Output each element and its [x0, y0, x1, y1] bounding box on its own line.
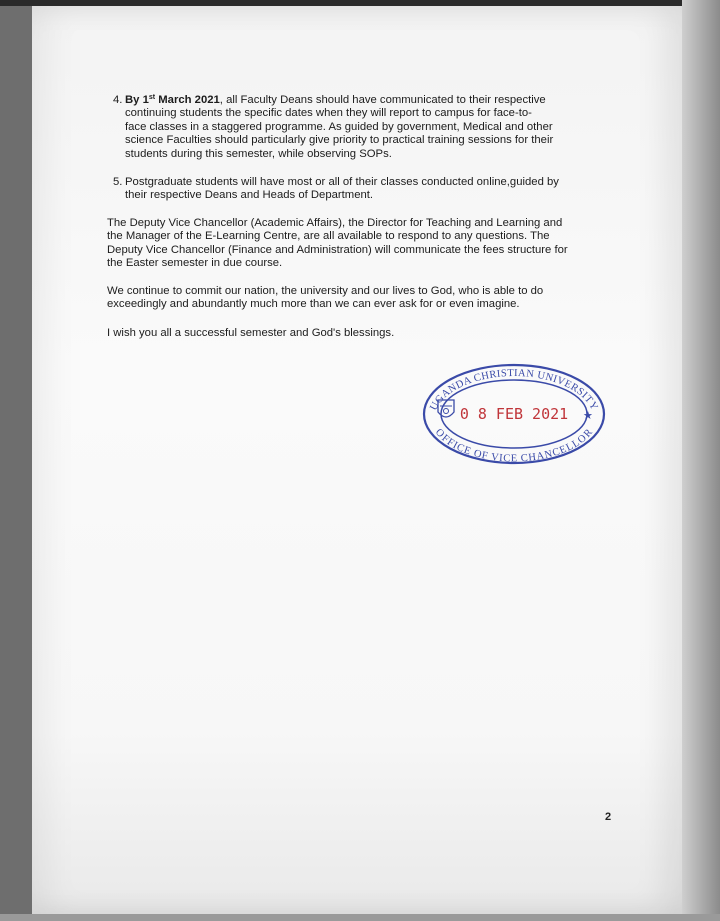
list-item-line: face classes in a staggered programme. As guided by government, Medical and other: [125, 120, 553, 133]
paragraph-commitment: [107, 285, 610, 312]
page-number: 2: [605, 811, 612, 823]
paragraph-line: I wish you all a successful semester and God's blessings.: [107, 327, 395, 339]
official-stamp: [420, 362, 608, 466]
list-item-line: By 1st March 2021, all Faculty Deans should have communicated to their respective: [125, 94, 546, 106]
paragraph-line: We continue to commit our nation, the university and our lives to God, who is able to do: [107, 285, 544, 297]
list-item-line: their respective Deans and Heads of Department.: [125, 189, 374, 202]
scan-right-edge: [682, 0, 720, 921]
list-number: 4.: [113, 94, 123, 106]
scan-bottom-edge: [0, 914, 720, 921]
paragraph-line: the Easter semester in due course.: [107, 257, 283, 270]
list-number: 5.: [113, 176, 123, 188]
paragraph-line: The Deputy Vice Chancellor (Academic Affairs), the Director for Teaching and Learning and: [107, 217, 563, 229]
star-icon: ★: [583, 409, 593, 422]
paragraph-line: Deputy Vice Chancellor (Finance and Administration) will communicate the fees structure for: [107, 243, 568, 256]
list-item-line: Postgraduate students will have most or all of their classes conducted online,guided by: [125, 176, 559, 188]
stamp-date: 0 8 FEB 2021: [459, 405, 569, 423]
list-item-line: students during this semester, while observing SOPs.: [125, 147, 392, 160]
stamp-graphic: [420, 362, 608, 466]
stamp-top-text: UGANDA CHRISTIAN UNIVERSITY: [428, 367, 600, 413]
list-item-4: [113, 94, 610, 161]
list-item-line: continuing students the specific dates when they will report to campus for face-to-: [125, 107, 532, 120]
list-item-line: science Faculties should particularly give priority to practical training sessions for their: [125, 134, 554, 147]
paragraph-line: the Manager of the E-Learning Centre, are all available to respond to any questions. The: [107, 230, 550, 243]
paragraph-closing: [107, 327, 610, 340]
list-item-5: [113, 176, 610, 203]
date-emphasis: By 1st March 2021: [125, 94, 220, 106]
paragraph-line: exceedingly and abundantly much more than we can ever ask for or even imagine.: [107, 298, 520, 311]
paragraph-contacts: [107, 217, 610, 271]
stamp-bottom-text: OFFICE OF VICE CHANCELLOR: [432, 426, 596, 465]
